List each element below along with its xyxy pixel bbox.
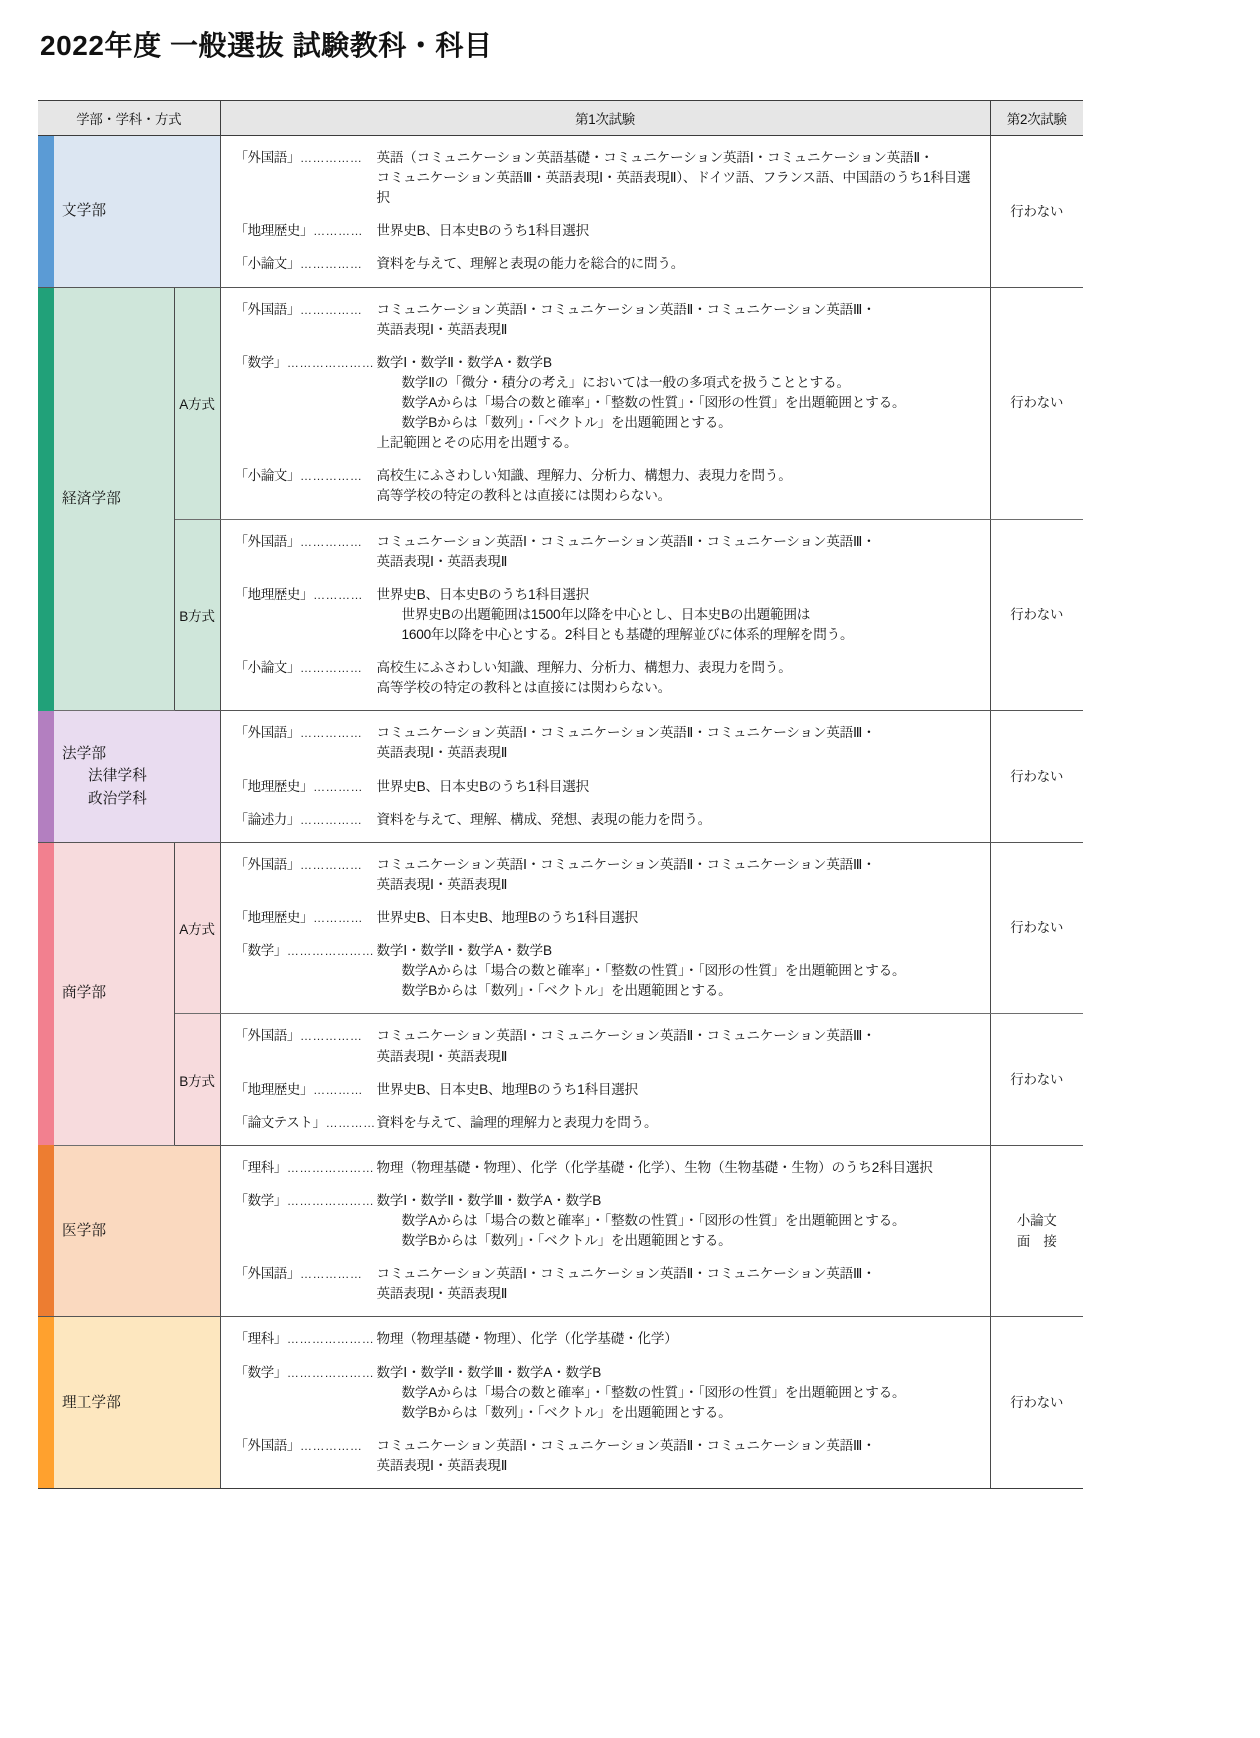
faculty-name: 商学部 bbox=[62, 985, 107, 1002]
subject-block bbox=[235, 221, 984, 241]
subject-label: 「外国語」…………… bbox=[234, 301, 363, 317]
subject-content bbox=[377, 148, 984, 208]
second-exam-item: 行わない bbox=[1010, 395, 1064, 411]
subject-content bbox=[377, 300, 984, 340]
subject-content bbox=[377, 466, 984, 506]
subject-line: 数学Ⅰ・数学Ⅱ・数学Ⅲ・数学A・数学B bbox=[376, 1192, 602, 1208]
subject-block bbox=[235, 1191, 984, 1251]
page-title: 2022年度 一般選抜 試験教科・科目 bbox=[40, 30, 493, 61]
admission-method: A方式 bbox=[174, 842, 220, 1014]
exam-table-container bbox=[38, 100, 1083, 1489]
subject-label: 「数学」………………… bbox=[234, 943, 375, 959]
subject-line: 英語表現Ⅰ・英語表現Ⅱ bbox=[376, 321, 508, 337]
faculty-department: 政治学科 bbox=[88, 790, 147, 807]
subject-line: 数学Ⅰ・数学Ⅱ・数学A・数学B bbox=[376, 943, 552, 959]
subject-label: 「外国語」…………… bbox=[234, 856, 363, 872]
subject-label: 「理科」………………… bbox=[234, 1331, 375, 1347]
faculty-color-bar bbox=[38, 136, 54, 288]
subject-block bbox=[235, 1329, 984, 1349]
subject-line: 世界史B、日本史Bのうち1科目選択 bbox=[376, 223, 590, 239]
subject-label: 「小論文」…………… bbox=[234, 660, 363, 676]
subject-line: 数学Ⅱの「微分・積分の考え」においては一般の多項式を扱うこととする。 bbox=[401, 374, 850, 390]
subject-block bbox=[235, 1436, 984, 1476]
admission-method: B方式 bbox=[174, 1014, 220, 1145]
subject-line: 数学Aからは「場合の数と確率」・「整数の性質」・「図形の性質」を出題範囲とする。 bbox=[401, 1213, 906, 1229]
second-exam-item: 行わない bbox=[1010, 203, 1064, 219]
second-exam-cell bbox=[990, 519, 1083, 711]
second-exam-item: 行わない bbox=[1010, 1071, 1064, 1087]
subject-line: 資料を与えて、理解と表現の能力を総合的に問う。 bbox=[376, 256, 685, 272]
subject-block bbox=[235, 1264, 984, 1304]
subject-line: 物理（物理基礎・物理）、化学（化学基礎・化学） bbox=[376, 1331, 678, 1347]
subject-content bbox=[377, 908, 984, 928]
second-exam-item: 行わない bbox=[1010, 768, 1064, 784]
subject-line: コミュニケーション英語Ⅰ・コミュニケーション英語Ⅱ・コミュニケーション英語Ⅲ・ bbox=[376, 301, 876, 317]
subject-line: 高等学校の特定の教科とは直接には関わらない。 bbox=[376, 488, 672, 504]
header-first-exam: 第1次試験 bbox=[220, 101, 990, 136]
faculty-name-cell bbox=[54, 842, 174, 1145]
subject-content bbox=[377, 777, 984, 797]
table-body bbox=[38, 136, 1083, 1489]
subject-line: 数学Aからは「場合の数と確率」・「整数の性質」・「図形の性質」を出題範囲とする。 bbox=[401, 394, 906, 410]
subject-label: 「外国語」…………… bbox=[234, 533, 363, 549]
table-row bbox=[38, 519, 1083, 711]
subject-content bbox=[377, 1329, 984, 1349]
subject-label: 「地理歴史」………… bbox=[234, 778, 363, 794]
faculty-name: 理工学部 bbox=[62, 1394, 121, 1411]
subject-content bbox=[377, 1113, 984, 1133]
subject-label: 「地理歴史」………… bbox=[234, 223, 363, 239]
first-exam-cell bbox=[220, 136, 990, 288]
subject-line: コミュニケーション英語Ⅰ・コミュニケーション英語Ⅱ・コミュニケーション英語Ⅲ・ bbox=[376, 1437, 876, 1453]
subject-content bbox=[377, 1158, 984, 1178]
subject-content bbox=[377, 810, 984, 830]
faculty-name: 文学部 bbox=[62, 202, 107, 219]
subject-content bbox=[377, 1026, 984, 1066]
subject-block bbox=[235, 777, 984, 797]
subject-label: 「論文テスト」………… bbox=[234, 1114, 376, 1130]
subject-content bbox=[377, 1264, 984, 1304]
faculty-department: 法律学科 bbox=[88, 768, 147, 785]
first-exam-cell bbox=[220, 1145, 990, 1317]
faculty-name: 経済学部 bbox=[62, 490, 121, 507]
subject-content bbox=[377, 723, 984, 763]
subject-block bbox=[235, 1080, 984, 1100]
exam-table bbox=[38, 100, 1083, 1489]
second-exam-cell bbox=[990, 1014, 1083, 1145]
second-exam-cell bbox=[990, 711, 1083, 842]
subject-label: 「数学」………………… bbox=[234, 1192, 375, 1208]
subject-block bbox=[235, 810, 984, 830]
table-row bbox=[38, 711, 1083, 842]
subject-line: 数学Bからは「数列」・「ベクトル」を出題範囲とする。 bbox=[401, 1233, 732, 1249]
subject-line: 世界史Bの出題範囲は1500年以降を中心とし、日本史Bの出題範囲は bbox=[401, 606, 811, 622]
subject-block bbox=[235, 148, 984, 208]
subject-block bbox=[235, 658, 984, 698]
subject-line: 英語表現Ⅰ・英語表現Ⅱ bbox=[376, 1286, 508, 1302]
faculty-color-bar bbox=[38, 287, 54, 711]
subject-content bbox=[377, 855, 984, 895]
subject-line: 世界史B、日本史B、地理Bのうち1科目選択 bbox=[376, 909, 639, 925]
subject-content bbox=[377, 941, 984, 1001]
subject-line: コミュニケーション英語Ⅰ・コミュニケーション英語Ⅱ・コミュニケーション英語Ⅲ・ bbox=[376, 1028, 876, 1044]
subject-label: 「地理歴史」………… bbox=[234, 586, 363, 602]
subject-label: 「小論文」…………… bbox=[234, 256, 363, 272]
subject-line: 高等学校の特定の教科とは直接には関わらない。 bbox=[376, 680, 672, 696]
table-row bbox=[38, 136, 1083, 288]
first-exam-cell bbox=[220, 519, 990, 711]
subject-line: 数学Bからは「数列」・「ベクトル」を出題範囲とする。 bbox=[401, 983, 732, 999]
subject-content bbox=[377, 221, 984, 241]
table-row bbox=[38, 1317, 1083, 1489]
subject-block bbox=[235, 466, 984, 506]
second-exam-item: 小論文 bbox=[1016, 1212, 1057, 1228]
faculty-color-bar bbox=[38, 1317, 54, 1489]
subject-label: 「外国語」…………… bbox=[234, 1437, 363, 1453]
subject-label: 「論述力」…………… bbox=[234, 811, 363, 827]
second-exam-cell bbox=[990, 1317, 1083, 1489]
subject-block bbox=[235, 941, 984, 1001]
faculty-color-bar bbox=[38, 842, 54, 1145]
subject-line: 物理（物理基礎・物理）、化学（化学基礎・化学）、生物（生物基礎・生物）のうち2科目選択 bbox=[376, 1159, 933, 1175]
subject-label: 「外国語」…………… bbox=[234, 725, 363, 741]
subject-content bbox=[377, 1436, 984, 1476]
subject-line: 高校生にふさわしい知識、理解力、分析力、構想力、表現力を問う。 bbox=[376, 468, 792, 484]
subject-label: 「地理歴史」………… bbox=[234, 909, 363, 925]
subject-line: 数学Ⅰ・数学Ⅱ・数学Ⅲ・数学A・数学B bbox=[376, 1364, 602, 1380]
subject-line: コミュニケーション英語Ⅲ・英語表現Ⅰ・英語表現Ⅱ）、ドイツ語、フランス語、中国語のうち1科目選択 bbox=[376, 170, 971, 206]
subject-line: 数学Bからは「数列」・「ベクトル」を出題範囲とする。 bbox=[401, 1404, 732, 1420]
subject-block bbox=[235, 1158, 984, 1178]
subject-line: 英語表現Ⅰ・英語表現Ⅱ bbox=[376, 1458, 508, 1474]
subject-content bbox=[377, 1080, 984, 1100]
table-header-row bbox=[38, 101, 1083, 136]
first-exam-cell bbox=[220, 711, 990, 842]
faculty-color-bar bbox=[38, 1145, 54, 1317]
subject-label: 「数学」………………… bbox=[234, 1364, 375, 1380]
faculty-name: 医学部 bbox=[62, 1222, 107, 1239]
subject-line: コミュニケーション英語Ⅰ・コミュニケーション英語Ⅱ・コミュニケーション英語Ⅲ・ bbox=[376, 1266, 876, 1282]
subject-label: 「外国語」…………… bbox=[234, 1028, 363, 1044]
subject-block bbox=[235, 1113, 984, 1133]
subject-label: 「理科」………………… bbox=[234, 1159, 375, 1175]
subject-line: 資料を与えて、論理的理解力と表現力を問う。 bbox=[376, 1114, 658, 1130]
table-row bbox=[38, 1014, 1083, 1145]
subject-content bbox=[377, 1191, 984, 1251]
subject-line: 英語（コミュニケーション英語基礎・コミュニケーション英語Ⅰ・コミュニケーション英語Ⅱ・ bbox=[376, 150, 934, 165]
subject-block bbox=[235, 855, 984, 895]
second-exam-cell bbox=[990, 1145, 1083, 1317]
admission-method: B方式 bbox=[174, 519, 220, 711]
subject-label: 「外国語」…………… bbox=[234, 150, 363, 165]
subject-line: 高校生にふさわしい知識、理解力、分析力、構想力、表現力を問う。 bbox=[376, 660, 792, 676]
first-exam-cell bbox=[220, 842, 990, 1014]
subject-line: 数学Aからは「場合の数と確率」・「整数の性質」・「図形の性質」を出題範囲とする。 bbox=[401, 1384, 906, 1400]
second-exam-cell bbox=[990, 842, 1083, 1014]
subject-line: 英語表現Ⅰ・英語表現Ⅱ bbox=[376, 553, 508, 569]
first-exam-cell bbox=[220, 1317, 990, 1489]
subject-block bbox=[235, 1026, 984, 1066]
subject-block bbox=[235, 723, 984, 763]
second-exam-item: 面 接 bbox=[1016, 1234, 1057, 1250]
faculty-name-cell bbox=[54, 287, 174, 711]
header-category: 学部・学科・方式 bbox=[38, 101, 220, 136]
faculty-color-bar bbox=[38, 711, 54, 842]
subject-line: 英語表現Ⅰ・英語表現Ⅱ bbox=[376, 745, 508, 761]
subject-content bbox=[377, 658, 984, 698]
subject-line: 資料を与えて、理解、構成、発想、表現の能力を問う。 bbox=[376, 811, 711, 827]
faculty-name: 法学部 bbox=[62, 745, 107, 762]
first-exam-cell bbox=[220, 1014, 990, 1145]
second-exam-cell bbox=[990, 136, 1083, 288]
second-exam-item: 行わない bbox=[1010, 1395, 1064, 1411]
table-row bbox=[38, 287, 1083, 519]
faculty-name-cell bbox=[54, 1145, 220, 1317]
table-row bbox=[38, 842, 1083, 1014]
subject-block bbox=[235, 254, 984, 274]
subject-block bbox=[235, 908, 984, 928]
subject-block bbox=[235, 585, 984, 645]
subject-content bbox=[377, 585, 984, 645]
subject-line: 英語表現Ⅰ・英語表現Ⅱ bbox=[376, 1048, 508, 1064]
second-exam-item: 行わない bbox=[1010, 920, 1064, 936]
subject-block bbox=[235, 1363, 984, 1423]
subject-line: 世界史B、日本史Bのうち1科目選択 bbox=[376, 586, 590, 602]
subject-line: コミュニケーション英語Ⅰ・コミュニケーション英語Ⅱ・コミュニケーション英語Ⅲ・ bbox=[376, 533, 876, 549]
subject-line: 1600年以降を中心とする。2科目とも基礎的理解並びに体系的理解を問う。 bbox=[401, 626, 854, 642]
subject-line: 世界史B、日本史Bのうち1科目選択 bbox=[376, 778, 590, 794]
subject-block bbox=[235, 300, 984, 340]
subject-line: 世界史B、日本史B、地理Bのうち1科目選択 bbox=[376, 1081, 639, 1097]
first-exam-cell bbox=[220, 287, 990, 519]
subject-line: 数学Bからは「数列」・「ベクトル」を出題範囲とする。 bbox=[401, 415, 732, 431]
header-second-exam: 第2次試験 bbox=[990, 101, 1083, 136]
second-exam-item: 行わない bbox=[1010, 607, 1064, 623]
subject-label: 「数学」………………… bbox=[234, 354, 375, 370]
subject-content bbox=[377, 532, 984, 572]
faculty-name-cell bbox=[54, 1317, 220, 1489]
subject-content bbox=[377, 1363, 984, 1423]
admission-method: A方式 bbox=[174, 287, 220, 519]
faculty-name-cell bbox=[54, 711, 220, 842]
subject-content bbox=[377, 254, 984, 274]
subject-block bbox=[235, 353, 984, 454]
subject-label: 「外国語」…………… bbox=[234, 1266, 363, 1282]
subject-line: コミュニケーション英語Ⅰ・コミュニケーション英語Ⅱ・コミュニケーション英語Ⅲ・ bbox=[376, 725, 876, 741]
subject-line: 上記範囲とその応用を出題する。 bbox=[376, 435, 578, 451]
subject-content bbox=[377, 353, 984, 454]
subject-line: コミュニケーション英語Ⅰ・コミュニケーション英語Ⅱ・コミュニケーション英語Ⅲ・ bbox=[376, 856, 876, 872]
faculty-name-cell bbox=[54, 136, 220, 288]
subject-block bbox=[235, 532, 984, 572]
subject-line: 数学Ⅰ・数学Ⅱ・数学A・数学B bbox=[376, 354, 552, 370]
subject-label: 「地理歴史」………… bbox=[234, 1081, 363, 1097]
subject-line: 数学Aからは「場合の数と確率」・「整数の性質」・「図形の性質」を出題範囲とする。 bbox=[401, 963, 906, 979]
table-row bbox=[38, 1145, 1083, 1317]
subject-label: 「小論文」…………… bbox=[234, 468, 363, 484]
subject-line: 英語表現Ⅰ・英語表現Ⅱ bbox=[376, 876, 508, 892]
second-exam-cell bbox=[990, 287, 1083, 519]
